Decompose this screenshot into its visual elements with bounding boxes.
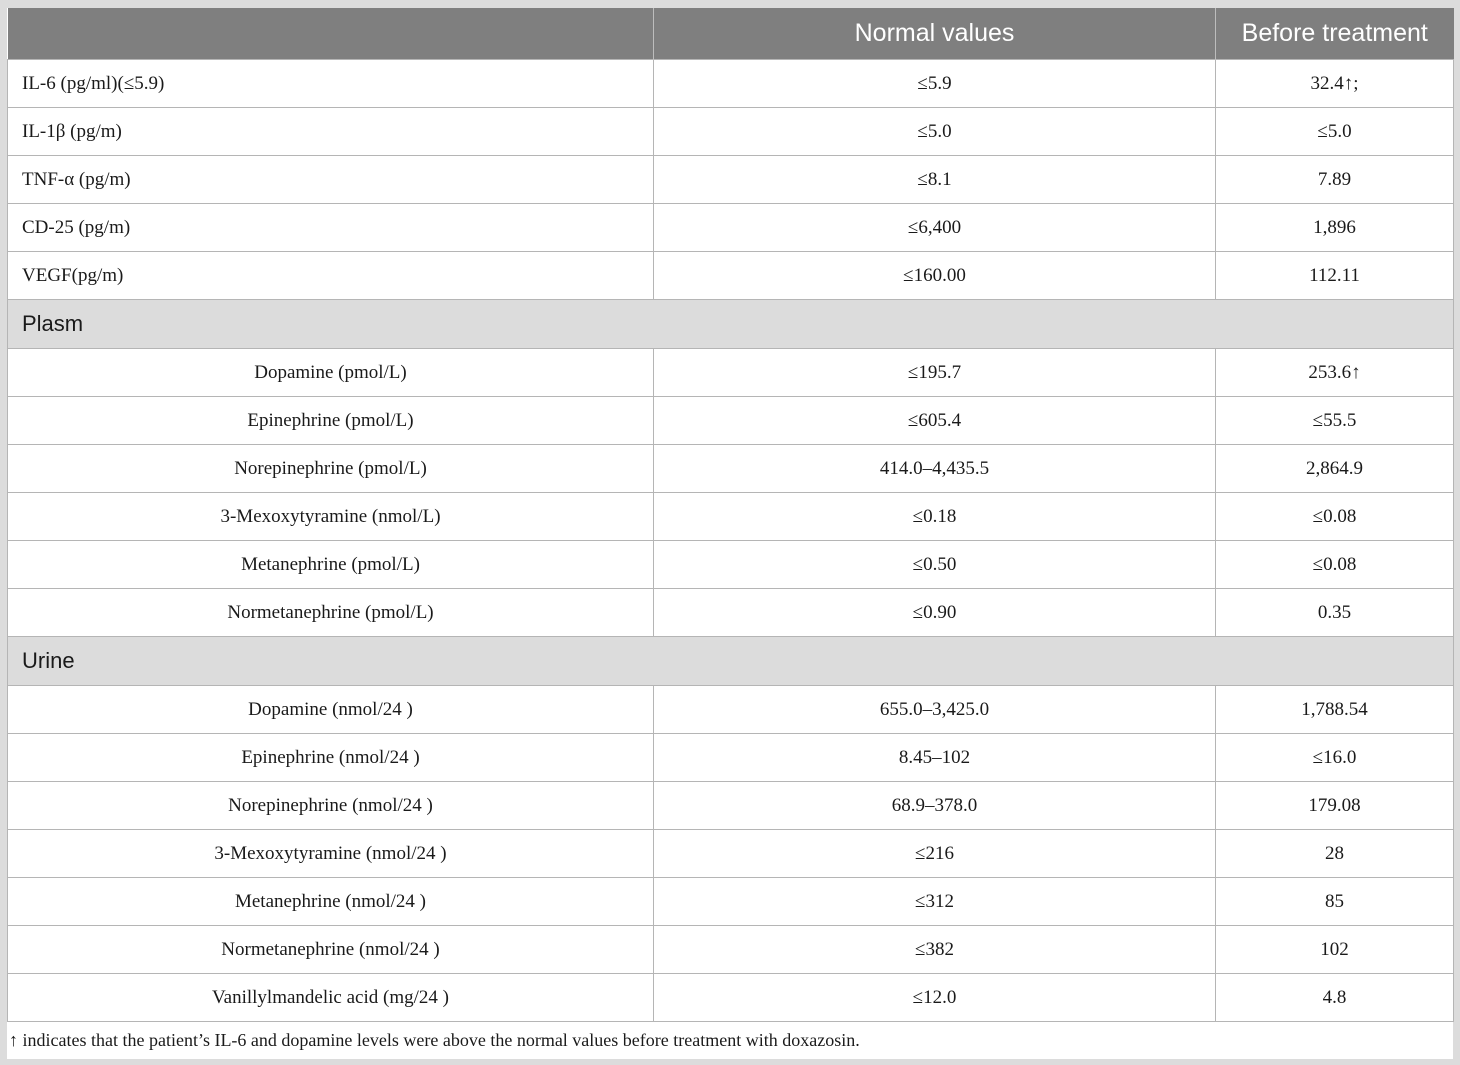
table-row	[8, 686, 1454, 734]
parameter-cell: Norepinephrine (pmol/L)	[8, 445, 654, 493]
parameter-cell: Vanillylmandelic acid (mg/24 )	[8, 974, 654, 1022]
before-treatment-cell: 32.4↑;	[1216, 60, 1454, 108]
before-treatment-cell: ≤55.5	[1216, 397, 1454, 445]
normal-value-cell: ≤216	[654, 830, 1216, 878]
normal-value-cell: ≤312	[654, 878, 1216, 926]
parameter-cell: 3-Mexoxytyramine (nmol/L)	[8, 493, 654, 541]
before-treatment-cell: 4.8	[1216, 974, 1454, 1022]
table-frame	[7, 8, 1453, 1059]
table-row	[8, 878, 1454, 926]
parameter-cell: Norepinephrine (nmol/24 )	[8, 782, 654, 830]
section-title: Plasm	[8, 300, 1454, 349]
parameter-cell: Epinephrine (pmol/L)	[8, 397, 654, 445]
normal-value-cell: 414.0–4,435.5	[654, 445, 1216, 493]
normal-value-cell: ≤8.1	[654, 156, 1216, 204]
table-row	[8, 734, 1454, 782]
normal-value-cell: ≤195.7	[654, 349, 1216, 397]
section-header-urine	[8, 637, 1454, 686]
parameter-cell: Metanephrine (nmol/24 )	[8, 878, 654, 926]
parameter-cell: VEGF(pg/m)	[8, 252, 654, 300]
header-row	[8, 8, 1454, 60]
normal-value-cell: ≤0.18	[654, 493, 1216, 541]
header-before-treatment: Before treatment	[1216, 8, 1454, 60]
table-row	[8, 782, 1454, 830]
table-row	[8, 108, 1454, 156]
table-row	[8, 830, 1454, 878]
header-parameter	[8, 8, 654, 60]
before-treatment-cell: 7.89	[1216, 156, 1454, 204]
before-treatment-cell: 179.08	[1216, 782, 1454, 830]
parameter-cell: Normetanephrine (pmol/L)	[8, 589, 654, 637]
normal-value-cell: ≤5.9	[654, 60, 1216, 108]
normal-value-cell: ≤6,400	[654, 204, 1216, 252]
before-treatment-cell: 1,788.54	[1216, 686, 1454, 734]
parameter-cell: Metanephrine (pmol/L)	[8, 541, 654, 589]
normal-value-cell: ≤12.0	[654, 974, 1216, 1022]
before-treatment-cell: 2,864.9	[1216, 445, 1454, 493]
before-treatment-cell: 85	[1216, 878, 1454, 926]
table-row	[8, 397, 1454, 445]
before-treatment-cell: ≤0.08	[1216, 493, 1454, 541]
before-treatment-cell: 28	[1216, 830, 1454, 878]
table-row	[8, 974, 1454, 1022]
table-row	[8, 156, 1454, 204]
table-row	[8, 349, 1454, 397]
normal-value-cell: ≤5.0	[654, 108, 1216, 156]
parameter-cell: Dopamine (pmol/L)	[8, 349, 654, 397]
before-treatment-cell: ≤5.0	[1216, 108, 1454, 156]
parameter-cell: Epinephrine (nmol/24 )	[8, 734, 654, 782]
section-title: Urine	[8, 637, 1454, 686]
normal-value-cell: 68.9–378.0	[654, 782, 1216, 830]
table-row	[8, 445, 1454, 493]
parameter-cell: TNF-α (pg/m)	[8, 156, 654, 204]
before-treatment-cell: ≤0.08	[1216, 541, 1454, 589]
table-row	[8, 926, 1454, 974]
header-normal-values: Normal values	[654, 8, 1216, 60]
parameter-cell: IL-1β (pg/m)	[8, 108, 654, 156]
before-treatment-cell: 1,896	[1216, 204, 1454, 252]
normal-value-cell: ≤382	[654, 926, 1216, 974]
table-row	[8, 493, 1454, 541]
table-row	[8, 252, 1454, 300]
parameter-cell: CD-25 (pg/m)	[8, 204, 654, 252]
table-row	[8, 589, 1454, 637]
table-row	[8, 541, 1454, 589]
table-row	[8, 60, 1454, 108]
normal-value-cell: ≤0.50	[654, 541, 1216, 589]
normal-value-cell: ≤0.90	[654, 589, 1216, 637]
before-treatment-cell: 102	[1216, 926, 1454, 974]
before-treatment-cell: ≤16.0	[1216, 734, 1454, 782]
normal-value-cell: 655.0–3,425.0	[654, 686, 1216, 734]
section-header-plasm	[8, 300, 1454, 349]
parameter-cell: Normetanephrine (nmol/24 )	[8, 926, 654, 974]
parameter-cell: 3-Mexoxytyramine (nmol/24 )	[8, 830, 654, 878]
parameter-cell: IL-6 (pg/ml)(≤5.9)	[8, 60, 654, 108]
before-treatment-cell: 253.6↑	[1216, 349, 1454, 397]
normal-value-cell: ≤605.4	[654, 397, 1216, 445]
table-footnote: ↑ indicates that the patient’s IL-6 and dopamine levels were above the normal values before treatment with doxazosin.	[9, 1030, 860, 1050]
lab-values-table	[7, 8, 1454, 1022]
table-row	[8, 204, 1454, 252]
before-treatment-cell: 112.11	[1216, 252, 1454, 300]
normal-value-cell: ≤160.00	[654, 252, 1216, 300]
normal-value-cell: 8.45–102	[654, 734, 1216, 782]
parameter-cell: Dopamine (nmol/24 )	[8, 686, 654, 734]
before-treatment-cell: 0.35	[1216, 589, 1454, 637]
